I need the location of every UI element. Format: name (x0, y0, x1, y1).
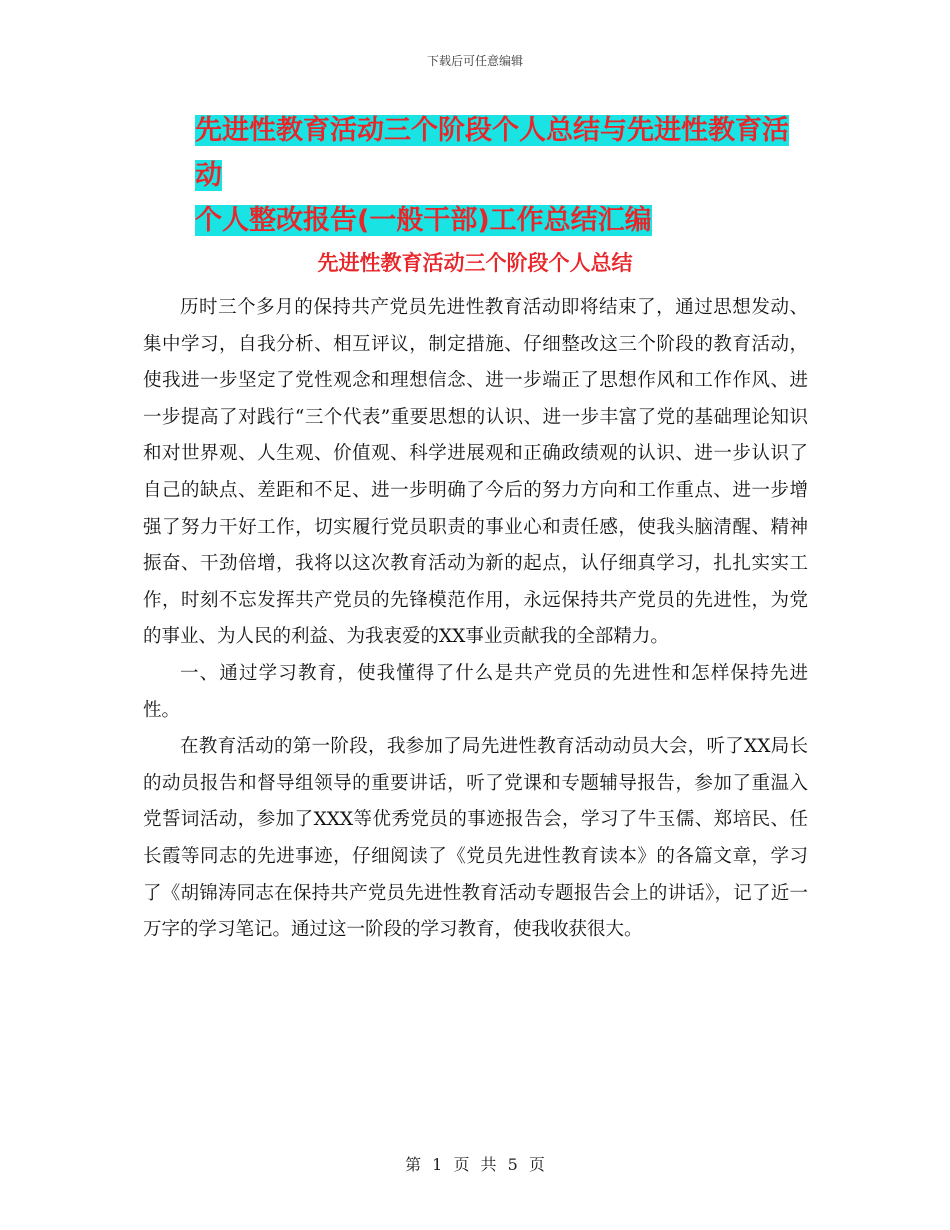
paragraph-heading-one: 一、通过学习教育，使我懂得了什么是共产党员的先进性和怎样保持先进性。 (143, 662, 808, 721)
document-title-line-1: 先进性教育活动三个阶段个人总结与先进性教育活动 (195, 115, 789, 191)
section-title: 先进性教育活动三个阶段个人总结 (317, 251, 633, 275)
document-title-line-2: 个人整改报告(一般干部)工作总结汇编 (195, 205, 652, 236)
paragraph-first-stage: 在教育活动的第一阶段，我参加了局先进性教育活动动员大会，听了XX局长的动员报告和督导组领导的重要讲话，听了党课和专题辅导报告，参加了重温入党誓词活动，参加了XXX等优秀党员的事迹报告会，学习了牛玉儒、郑培民、任长霞等同志的先进事迹，仔细阅读了《党员先进性教育读本》的各篇文章，学习了《胡锦涛同志在保持共产党员先进性教育活动专题报告会上的讲话》，记了近一万字的学习笔记。通过这一阶段的学习教育，使我收获很大。 (143, 736, 808, 941)
page-number: 第 1 页 共 5 页 (405, 1155, 545, 1174)
document-body (143, 290, 808, 949)
document-title (195, 108, 815, 243)
page-header-note: 下载后可任意编辑 (426, 54, 523, 68)
paragraph-intro: 历时三个多月的保持共产党员先进性教育活动即将结束了，通过思想发动、集中学习，自我分析、相互评议，制定措施、仔细整改这三个阶段的教育活动，使我进一步坚定了党性观念和理想信念、进一步端正了思想作风和工作作风、进一步提高了对践行“三个代表”重要思想的认识、进一步丰富了党的基础理论知识和对世界观、人生观、价值观、科学进展观和正确政绩观的认识、进一步认识了自己的缺点、差距和不足、进一步明确了今后的努力方向和工作重点、进一步增强了努力干好工作，切实履行党员职责的事业心和责任感，使我头脑清醒、精神振奋、干劲倍增，我将以这次教育活动为新的起点，认仔细真学习，扎扎实实工作，时刻不忘发挥共产党员的先锋模范作用，永远保持共产党员的先进性，为党的事业、为人民的利益、为我衷爱的XX事业贡献我的全部精力。 (143, 297, 808, 648)
